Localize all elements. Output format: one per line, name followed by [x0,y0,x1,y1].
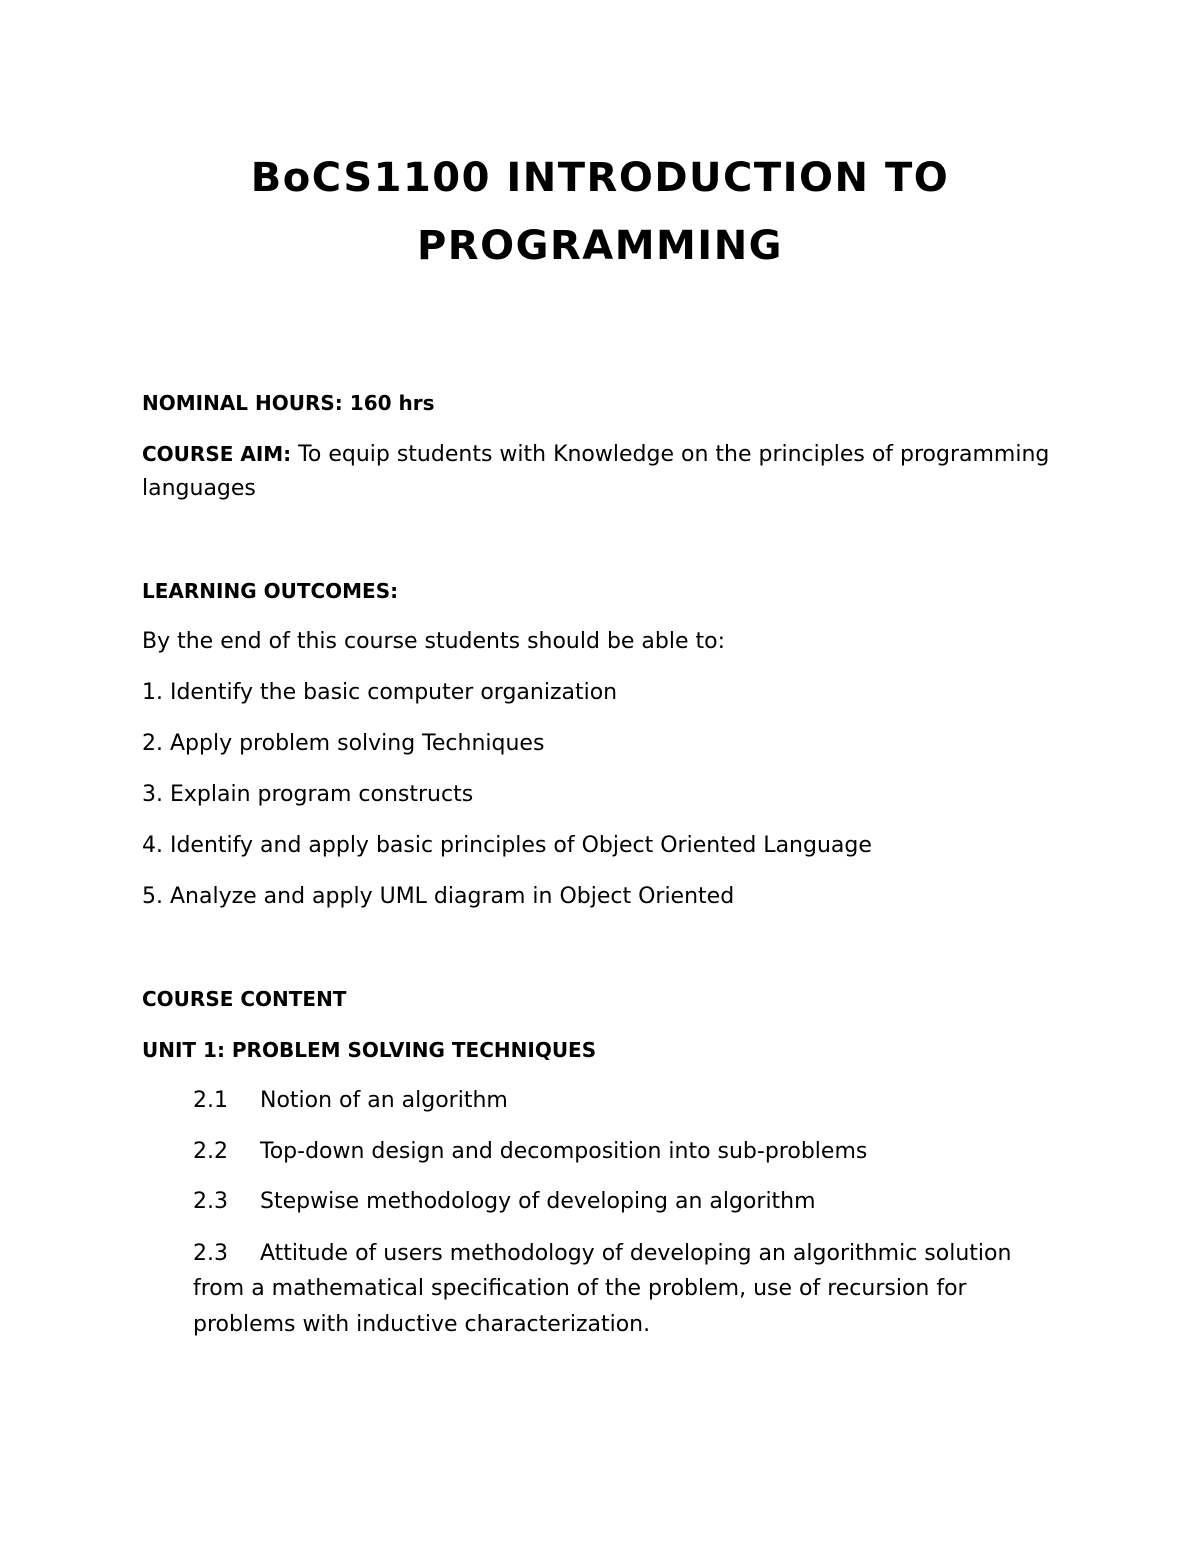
document-title-line-2: PROGRAMMING [416,223,783,269]
course-aim-text-continued: languages [142,476,256,501]
unit-1-item [193,1239,1011,1269]
unit-1-item-continued: from a mathematical specification of the problem, use of recursion for [193,1276,967,1301]
learning-outcome-item: 2. Apply problem solving Techniques [142,731,545,756]
learning-outcome-item: 3. Explain program constructs [142,782,474,807]
unit-1-item-text: Top-down design and decomposition into sub-problems [260,1139,868,1164]
learning-outcomes-intro: By the end of this course students should be able to: [142,629,726,654]
learning-outcome-item: 5. Analyze and apply UML diagram in Object Oriented [142,884,735,909]
unit-1-heading: UNIT 1: PROBLEM SOLVING TECHNIQUES [142,1038,597,1062]
unit-1-item-text: Stepwise methodology of developing an algorithm [260,1189,816,1214]
unit-1-item [193,1086,508,1116]
unit-1-item [193,1187,816,1217]
unit-1-item-number: 2.2 [193,1139,228,1164]
unit-1-item-continued: problems with inductive characterization. [193,1312,651,1337]
unit-1-item-text: Attitude of users methodology of developing an algorithmic solution [260,1241,1012,1266]
unit-1-item-number: 2.3 [193,1241,228,1266]
learning-outcome-item: 4. Identify and apply basic principles of Object Oriented Language [142,833,872,858]
unit-1-item [193,1137,867,1167]
nominal-hours-value: 160 hrs [349,391,435,415]
unit-1-item-number: 2.3 [193,1189,228,1214]
course-aim [142,439,1049,470]
unit-1-item-number: 2.1 [193,1088,228,1113]
document-title-line-1: BoCS1100 INTRODUCTION TO [250,155,950,201]
course-aim-label: COURSE AIM: [142,442,292,466]
learning-outcome-item: 1. Identify the basic computer organization [142,680,618,705]
nominal-hours [142,388,435,419]
learning-outcomes-heading: LEARNING OUTCOMES: [142,579,399,603]
course-aim-text: To equip students with Knowledge on the principles of programming [298,442,1050,467]
course-content-heading: COURSE CONTENT [142,987,347,1011]
unit-1-item-text: Notion of an algorithm [260,1088,508,1113]
nominal-hours-label: NOMINAL HOURS: [142,391,343,415]
